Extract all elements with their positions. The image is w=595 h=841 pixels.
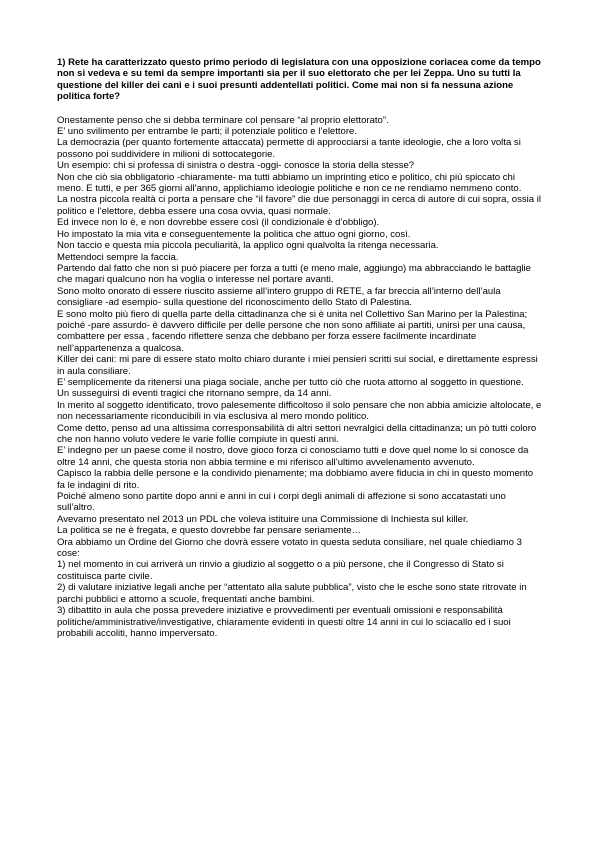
answer-paragraph: Poiché almeno sono partite dopo anni e anni in cui i corpi degli animali di affezione si sono accatastati uno sull’altro. bbox=[57, 491, 506, 514]
answer-paragraph: Mettendoci sempre la faccia. bbox=[57, 251, 179, 263]
answer-paragraph: Avevamo presentato nel 2013 un PDL che voleva istituire una Commissione di Inchiesta sul killer. bbox=[57, 513, 469, 525]
answer-paragraph: La nostra piccola realtà ci porta a pensare che “il favore” die due personaggi in cerca di autore di cui sopra, ossia il politico e l’elettore, debba essere una cosa ovvia, quasi normale. bbox=[57, 194, 541, 217]
interview-question: 1) Rete ha caratterizzato questo primo periodo di legislatura con una opposizione coriacea come da tempo non si vedeva e su temi da sempre importanti sia per il suo elettorato che per lei Zeppa. Uno su tutti la questione del killer dei cani e i suoi presunti addentellati politici. Come mai non si fa nessuna azione politica forte? bbox=[57, 57, 541, 103]
answer-paragraph: La politica se ne è fregata, e questo dovrebbe far pensare seriamente… bbox=[57, 525, 362, 537]
interview-answer bbox=[57, 115, 543, 640]
answer-paragraph: E’ indegno per un paese come il nostro, dove gioco forza ci conosciamo tutti e dove quel nome lo si conosce da oltre 14 anni, che questa storia non abbia termine e mi riferisco all’ultimo avvelenamento avvenuto. bbox=[57, 445, 529, 468]
answer-paragraph: Onestamente penso che si debba terminare col pensare “al proprio elettorato”. bbox=[57, 114, 389, 126]
answer-paragraph: 3) dibattito in aula che possa prevedere iniziative e provvedimenti per eventuali omissioni e responsabilità politiche/amministrative/investigative, chiaramente evidenti in questi oltre 14 anni in cui lo sciacallo ed i suoi probabili accoliti, hanno imperversato. bbox=[57, 605, 511, 639]
answer-paragraph: Killer dei cani: mi pare di essere stato molto chiaro durante i miei pensieri scritti sui social, e direttamente espressi in aula consiliare. bbox=[57, 354, 538, 377]
answer-paragraph: E sono molto più fiero di quella parte della cittadinanza che si è unita nel Collettivo San Marino per la Palestina; poiché -pare assurdo- è davvero difficile per delle persone che non sono affiliate ai partiti, unirsi per una causa, combattere per essa , facendo riflettere senza che debbano per forza essere facilmente incardinate nell’appartenenza a qualcosa. bbox=[57, 308, 528, 354]
answer-paragraph: Ed invece non lo è, e non dovrebbe essere così (il condizionale è d’obbligo). bbox=[57, 217, 380, 229]
answer-paragraph: Capisco la rabbia delle persone e la condivido pienamente; ma dobbiamo avere fiducia in chi in questo momento fa le indagini di rito. bbox=[57, 468, 534, 491]
answer-paragraph: Non taccio e questa mia piccola peculiarità, la applico ogni qualvolta la ritenga necessaria. bbox=[57, 240, 439, 252]
answer-paragraph: Ora abbiamo un Ordine del Giorno che dovrà essere votato in questa seduta consiliare, nel quale chiediamo 3 cose: bbox=[57, 536, 522, 560]
answer-paragraph: In merito al soggetto identificato, trovo palesemente difficoltoso il solo pensare che non abbia amicizie altolocate, e non necessariamente riconducibili in via esclusiva al mero mondo politico. bbox=[57, 399, 542, 423]
answer-paragraph: Come detto, penso ad una altissima corresponsabilità di altri settori nevralgici della cittadinanza; un pò tutti coloro che non hanno voluto vedere le varie follie compiute in questi anni. bbox=[57, 422, 537, 445]
answer-paragraph: Un esempio: chi si professa di sinistra o destra -oggi- conosce la storia della stesse? bbox=[57, 160, 415, 172]
answer-paragraph: E’ uno svilimento per entrambe le parti; il potenziale politico e l’elettore. bbox=[57, 126, 357, 138]
answer-paragraph: 2) di valutare iniziative legali anche per “attentato alla salute pubblica”, visto che le esche sono state ritrovate in parchi pubblici e attorno a scuole, frequentati anche bambini. bbox=[57, 582, 527, 605]
document-body bbox=[57, 57, 543, 639]
answer-paragraph: Ho impostato la mia vita e conseguentemente la politica che attuo ogni giorno, così. bbox=[57, 228, 411, 240]
answer-paragraph: E’ semplicemente da ritenersi una piaga sociale, anche per tutto ciò che ruota attorno al soggetto in questione. bbox=[57, 376, 524, 388]
answer-paragraph: Partendo dal fatto che non si può piacere per forza a tutti (e meno male, aggiungo) ma abbracciando le battaglie che magari qualcuno non ha voglia o interesse nel portare avanti. bbox=[57, 262, 531, 286]
answer-paragraph: Un susseguirsi di eventi tragici che ritornano sempre, da 14 anni. bbox=[57, 388, 332, 400]
answer-paragraph: 1) nel momento in cui arriverà un rinvio a giudizio al soggetto o a più persone, che il Congresso di Stato si costituisca parte civile. bbox=[57, 559, 504, 582]
answer-paragraph: Sono molto onorato di essere riuscito assieme all’intero gruppo di RETE, a far breccia all’interno dell’aula consigliare -ad esempio- sulla questione del riconoscimento dello Stato di Palestina. bbox=[57, 285, 501, 309]
answer-paragraph: Non che ciò sia obbligatorio -chiaramente- ma tutti abbiamo un imprinting etico e politico, chi più spiccato chi meno. E tutti, e per 365 giorni all’anno, applichiamo ideologie politiche e non ce ne rendiamo nemmeno conto. bbox=[57, 171, 522, 195]
answer-paragraph: La democrazia (per quanto fortemente attaccata) permette di approcciarsi a tante ideologie, che a loro volta si possono poi suddividere in milioni di sottocategorie. bbox=[57, 137, 521, 160]
